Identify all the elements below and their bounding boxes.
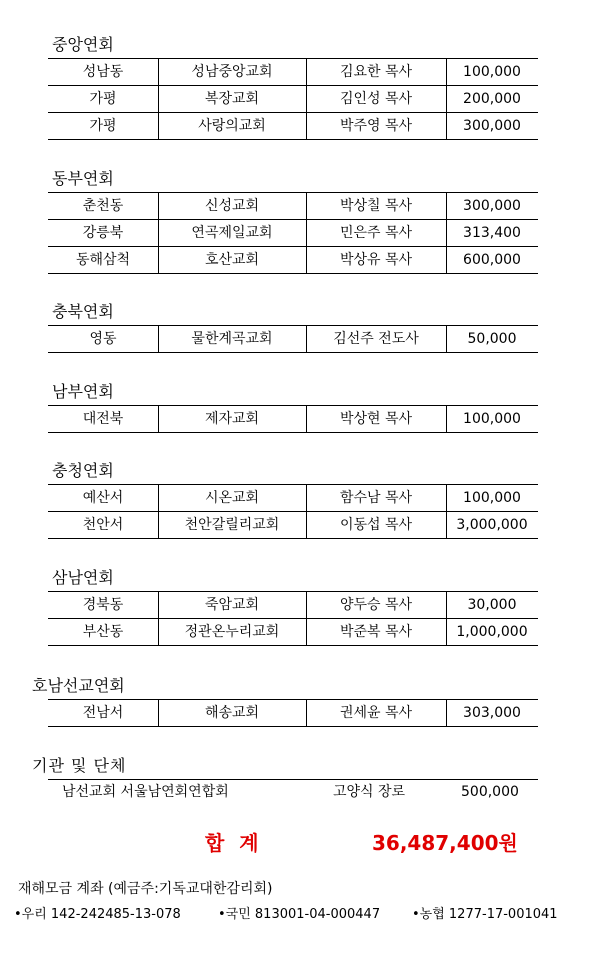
amount-cell: 300,000 bbox=[463, 198, 521, 214]
pastor-cell: 김선주 전도사 bbox=[333, 331, 419, 347]
church-cell: 사랑의교회 bbox=[198, 118, 266, 134]
pastor-cell: 함수남 목사 bbox=[339, 490, 413, 506]
district-cell: 대전북 bbox=[82, 411, 124, 427]
donation-table bbox=[48, 192, 538, 274]
district-cell: 경북동 bbox=[82, 597, 124, 613]
donation-table bbox=[48, 484, 538, 539]
church-cell: 복장교회 bbox=[204, 91, 260, 107]
church-cell: 물한계곡교회 bbox=[191, 331, 273, 347]
institution-table bbox=[48, 779, 538, 804]
account-title: 재해모금 계좌 (예금주:기독교대한감리회) bbox=[18, 881, 273, 897]
church-cell: 시온교회 bbox=[204, 490, 260, 506]
church-cell: 호산교회 bbox=[204, 252, 260, 268]
table-row bbox=[48, 699, 538, 727]
pastor-cell: 김인성 목사 bbox=[339, 91, 413, 107]
amount-cell: 100,000 bbox=[463, 490, 521, 506]
amount-cell: 303,000 bbox=[463, 705, 521, 721]
church-cell: 신성교회 bbox=[204, 198, 260, 214]
amount-cell: 300,000 bbox=[463, 118, 521, 134]
table-row bbox=[48, 512, 538, 539]
amount-cell: 100,000 bbox=[463, 64, 521, 80]
pastor-cell: 박주영 목사 bbox=[339, 118, 413, 134]
pastor-cell: 박상칠 목사 bbox=[339, 198, 413, 214]
account-nonghyup: •농협 1277-17-001041 bbox=[412, 907, 558, 922]
table-row bbox=[48, 484, 538, 512]
table-row bbox=[48, 113, 538, 140]
section-title: 충북연회 bbox=[52, 302, 114, 321]
district-cell: 예산서 bbox=[82, 490, 124, 506]
table-row bbox=[48, 192, 538, 220]
table-row bbox=[48, 247, 538, 274]
district-cell: 성남동 bbox=[82, 64, 124, 80]
amount-cell: 3,000,000 bbox=[456, 517, 528, 533]
section-title: 호남선교연회 bbox=[32, 676, 125, 695]
table-row bbox=[48, 86, 538, 113]
total-label: 합 계 bbox=[205, 831, 263, 855]
pastor-cell: 이동섭 목사 bbox=[339, 517, 413, 533]
section-title: 동부연회 bbox=[52, 169, 114, 188]
table-row bbox=[48, 405, 538, 433]
pastor-cell: 김요한 목사 bbox=[339, 64, 413, 80]
church-cell: 천안갈릴리교회 bbox=[184, 517, 280, 533]
donation-table bbox=[48, 405, 538, 433]
district-cell: 가평 bbox=[89, 118, 117, 134]
donation-table bbox=[48, 325, 538, 353]
section-title: 삼남연회 bbox=[52, 568, 114, 587]
donation-table bbox=[48, 58, 538, 140]
amount-cell: 500,000 bbox=[461, 784, 519, 800]
donation-table bbox=[48, 591, 538, 646]
amount-cell: 1,000,000 bbox=[456, 624, 528, 640]
table-row bbox=[48, 325, 538, 353]
section-title: 기관 및 단체 bbox=[32, 756, 127, 775]
district-cell: 부산동 bbox=[82, 624, 124, 640]
amount-cell: 50,000 bbox=[467, 331, 517, 347]
district-cell: 춘천동 bbox=[82, 198, 124, 214]
amount-cell: 200,000 bbox=[463, 91, 521, 107]
pastor-cell: 박준복 목사 bbox=[339, 624, 413, 640]
pastor-cell: 민은주 목사 bbox=[339, 225, 413, 241]
pastor-cell: 양두승 목사 bbox=[339, 597, 413, 613]
district-cell: 영동 bbox=[89, 331, 117, 347]
table-row bbox=[48, 58, 538, 86]
amount-cell: 313,400 bbox=[463, 225, 521, 241]
pastor-cell: 박상현 목사 bbox=[339, 411, 413, 427]
church-cell: 제자교회 bbox=[204, 411, 260, 427]
total-amount: 36,487,400원 bbox=[372, 831, 518, 855]
church-cell: 성남중앙교회 bbox=[191, 64, 273, 80]
account-woori: •우리 142-242485-13-078 bbox=[14, 907, 181, 922]
pastor-cell: 박상유 목사 bbox=[339, 252, 413, 268]
account-kookmin: •국민 813001-04-000447 bbox=[218, 907, 381, 922]
section-title: 남부연회 bbox=[52, 382, 114, 401]
amount-cell: 600,000 bbox=[463, 252, 521, 268]
district-cell: 천안서 bbox=[82, 517, 124, 533]
church-cell: 정관온누리교회 bbox=[184, 624, 280, 640]
organization-cell: 남선교회 서울남연회연합회 bbox=[62, 784, 229, 800]
table-row bbox=[48, 220, 538, 247]
pastor-cell: 권세윤 목사 bbox=[339, 705, 413, 721]
church-cell: 해송교회 bbox=[204, 705, 260, 721]
section-title: 중앙연회 bbox=[52, 35, 114, 54]
district-cell: 전남서 bbox=[82, 705, 124, 721]
donation-table bbox=[48, 699, 538, 727]
section-title: 충청연회 bbox=[52, 461, 114, 480]
amount-cell: 30,000 bbox=[467, 597, 517, 613]
district-cell: 가평 bbox=[89, 91, 117, 107]
representative-cell: 고양식 장로 bbox=[333, 784, 406, 800]
table-row bbox=[48, 779, 538, 804]
district-cell: 동해삼척 bbox=[75, 252, 131, 268]
amount-cell: 100,000 bbox=[463, 411, 521, 427]
church-cell: 연곡제일교회 bbox=[191, 225, 273, 241]
table-row bbox=[48, 619, 538, 646]
district-cell: 강릉북 bbox=[82, 225, 124, 241]
table-row bbox=[48, 591, 538, 619]
church-cell: 죽암교회 bbox=[204, 597, 260, 613]
